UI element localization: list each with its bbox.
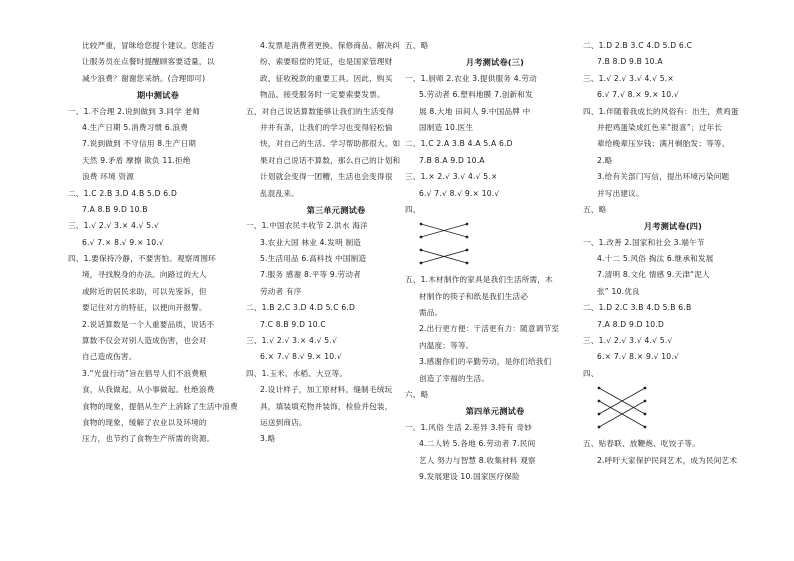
answer-line: 3.农业大国 林业 4.发明 制造 bbox=[260, 237, 362, 247]
answer-line: 展 8.大地 田间人 9.中国品牌 中 bbox=[419, 106, 531, 116]
answer-line: 一、1.不合理 2.说到做到 3.同学 老师 bbox=[68, 106, 201, 116]
answer-line: 一、1.中国农民丰收节 2.洪水 海洋 bbox=[246, 221, 368, 231]
answer-line: 需品。 bbox=[419, 308, 443, 318]
answer-line: 7.说到做到 不守信用 8.生产日期 bbox=[82, 139, 197, 149]
answer-line: 境，寻找脱身的办法。向路过的大人 bbox=[82, 270, 207, 280]
answer-line: 2.呼吁大家保护民间艺术，成为民间艺术 bbox=[597, 455, 738, 465]
answer-line: 3.感谢你们的辛勤劳动，是你们给我们 bbox=[419, 357, 552, 367]
answer-line: 井井有条，让我们的学习也变得轻松愉 bbox=[260, 122, 393, 132]
answer-line: 创造了幸福的生活。 bbox=[419, 373, 490, 383]
answer-line: 五、略 bbox=[405, 41, 429, 50]
answer-line: 比较严重，冒昧给您提个建议。您能否 bbox=[82, 41, 215, 50]
answer-line: 五、对自己说话算数能够让我们的生活变得 bbox=[246, 106, 395, 116]
answer-line: 具，填装填充物并装饰，检验并包装， bbox=[260, 401, 393, 411]
answer-line: 三、1.√ 2.√ 3.√ 4.√ 5.× bbox=[583, 73, 674, 83]
answer-column-1 bbox=[68, 38, 248, 448]
answer-line: 一、1.厨师 2.农业 3.提供服务 4.劳动 bbox=[405, 73, 537, 83]
answer-line: 食物的现象，缓解了农业以及环境的 bbox=[82, 417, 207, 427]
answer-line: 三、1.√ 2.√ 3.× 4.√ 5.√ bbox=[246, 336, 337, 346]
section-heading: 月考测试卷(四) bbox=[643, 221, 703, 232]
answer-line: 二、1.C 2.B 3.D 4.B 5.D 6.D bbox=[68, 188, 177, 198]
answer-line: 快，对自己的生活、学习帮助都很大。如 bbox=[260, 139, 401, 149]
answer-line: 艺人 努力与智慧 8.收集材料 观察 bbox=[419, 455, 536, 465]
section-heading: 第三单元测试卷 bbox=[306, 204, 366, 215]
answer-line: 4.十二 5.风俗 掏汰 6.继承和发展 bbox=[597, 254, 714, 264]
answer-line: 7.B 8.A 9.D 10.A bbox=[419, 155, 485, 165]
answer-line: 6.√ 7.× 8.√ 9.× 10.√ bbox=[82, 237, 164, 247]
answer-line: 六、略 bbox=[405, 390, 429, 400]
answer-line: 果对自己说话不算数，那么自己的计划和 bbox=[260, 155, 401, 165]
answer-line: 国制造 10.医生 bbox=[419, 122, 474, 132]
answer-line: 三、1.√ 2.√ 3.√ 4.√ 5.√ bbox=[583, 336, 673, 346]
answer-line: 7.清明 8.文化 情感 9.天津“泥人 bbox=[597, 270, 710, 280]
answer-line: 三、1.× 2.√ 3.√ 4.√ 5.× bbox=[405, 172, 498, 182]
answer-line: 辈给晚辈压岁钱；满月剃胎发；等等。 bbox=[597, 139, 730, 149]
answer-line: 2.说话算数是一个人重要品质，说话不 bbox=[82, 319, 215, 329]
answer-line: 6.√ 7.√ 8.× 9.× 10.√ bbox=[597, 90, 679, 100]
answer-line: 2.出行更方便：干活更有力：随意调节室 bbox=[419, 324, 560, 334]
answer-column-4 bbox=[583, 38, 763, 469]
answer-line: 二、1.D 2.B 3.C 4.D 5.D 6.C bbox=[583, 41, 693, 50]
answer-line: 让服务员在点餐时提醒顾客要适量，以 bbox=[82, 57, 215, 67]
answer-line: 一、1.改善 2.国家和社会 3.端午节 bbox=[583, 237, 705, 247]
answer-line: 四、1.要保持冷静，不要害怕。观察周围环 bbox=[68, 254, 216, 264]
answer-line: 减少浪费？谢谢您采纳。(合理即可) bbox=[82, 73, 206, 83]
answer-column-2 bbox=[246, 38, 426, 448]
answer-line: 政、征收税款的重要工具。因此，购买 bbox=[260, 73, 393, 83]
answer-line: 四、 bbox=[405, 204, 421, 214]
answer-line: 自己造成伤害。 bbox=[82, 352, 137, 362]
answer-line: 7.B 8.D 9.B 10.A bbox=[597, 57, 663, 67]
answer-line: 一、1.风俗 生活 2.差异 3.特有 奇妙 bbox=[405, 422, 532, 432]
section-heading: 第四单元测试卷 bbox=[465, 406, 525, 417]
answer-line: 5.劳动者 6.塑料地膜 7.创新和发 bbox=[419, 90, 533, 100]
answer-line: 7.服务 感谢 8.平等 9.劳动者 bbox=[260, 270, 361, 280]
answer-line: 并写出建议。 bbox=[597, 188, 644, 198]
answer-line: 乱混乱来。 bbox=[260, 188, 299, 198]
answer-line: 三、1.√ 2.√ 3.× 4.√ 5.√ bbox=[68, 221, 159, 231]
answer-line: 7.A 8.B 9.D 10.B bbox=[82, 204, 148, 214]
answer-line: 二、1.D 2.C 3.B 4.D 5.B 6.B bbox=[583, 303, 692, 313]
answer-column-3 bbox=[405, 38, 585, 485]
answer-line: 4.生产日期 5.消费习惯 6.浪费 bbox=[82, 122, 189, 132]
answer-line: 或附近的居民求助，可以先鉴诉，但 bbox=[82, 286, 207, 296]
answer-line: 材制作的筷子和纸是我们生活必 bbox=[419, 291, 529, 301]
answer-line: 算数不仅会对别人造成伤害，也会对 bbox=[82, 336, 207, 346]
matching-lines-diagram bbox=[595, 384, 649, 430]
answer-line: 压力，也节约了食物生产所需的资源。 bbox=[82, 434, 215, 444]
answer-line: 6.× 7.√ 8.√ 9.× 10.√ bbox=[260, 352, 342, 362]
answer-line: 物品、接受服务时一定要索要发票。 bbox=[260, 90, 385, 100]
answer-line: 5.生活用品 6.高科技 中国制造 bbox=[260, 254, 367, 264]
answer-line: 计划就会变得一团糟，生活也会变得很 bbox=[260, 172, 393, 182]
answer-line: 二、1.B 2.C 3.D 4.D 5.C 6.D bbox=[246, 303, 356, 313]
answer-line: 9.发展建设 10.国家医疗保险 bbox=[419, 471, 520, 481]
answer-line: 6.× 7.√ 8.× 9.√ 10.√ bbox=[597, 352, 679, 362]
section-heading: 月考测试卷(三) bbox=[465, 57, 525, 68]
answer-line: 四、 bbox=[583, 368, 599, 378]
answer-line: 7.A 8.D 9.D 10.D bbox=[597, 319, 664, 329]
answer-line: 二、1.C 2.A 3.B 4.A 5.A 6.D bbox=[405, 139, 513, 149]
answer-line: 张” 10.优良 bbox=[597, 286, 640, 296]
answer-line: 7.C 8.B 9.D 10.C bbox=[260, 319, 326, 329]
answer-line: 3.给有关部门写信，提出环境污染问题 bbox=[597, 172, 730, 182]
answer-line: 2.设计样子，加工原材料，缝制毛绒玩 bbox=[260, 385, 393, 395]
answer-line: 要记住对方的特征，以便向开报警。 bbox=[82, 303, 207, 313]
answer-line: 3.“光盘行动”旨在倡导人们不浪费粮 bbox=[82, 368, 208, 378]
answer-line: 食物的现象，提倡从生产上消除了生活中浪费 bbox=[82, 401, 238, 411]
answer-line: 五、略 bbox=[583, 204, 607, 214]
answer-line: 2.略 bbox=[597, 155, 613, 165]
answer-line: 4.二人转 5.各地 6.劳动者 7.民间 bbox=[419, 439, 536, 449]
answer-line: 3.略 bbox=[260, 434, 276, 444]
answer-line: 食，从我做起，从小事做起。杜绝浪费 bbox=[82, 385, 215, 395]
answer-line: 并把鸡蛋染成红色来“报喜”；过年长 bbox=[597, 122, 723, 132]
answer-line: 劳动者 有序 bbox=[260, 286, 302, 296]
answer-line: 天然 9.矛盾 摩擦 欺负 11.拒绝 bbox=[82, 155, 191, 165]
answer-line: 五、1.木材制作的家具是我们生活所需，木 bbox=[405, 275, 553, 285]
answer-line: 纷、索要赔偿的凭证，也是国家管理财 bbox=[260, 57, 393, 67]
answer-line: 四、1.伴随着我成长的风俗有：出生，煮鸡蛋 bbox=[583, 106, 739, 116]
answer-line: 浪费 环境 资源 bbox=[82, 172, 134, 182]
section-heading: 期中测试卷 bbox=[137, 90, 179, 101]
answer-line: 6.√ 7.√ 8.√ 9.× 10.√ bbox=[419, 188, 500, 198]
answer-line: 四、1.玉米、水稻、大豆等。 bbox=[246, 368, 348, 378]
answer-line: 运送到商店。 bbox=[260, 417, 307, 427]
answer-line: 内温度；等等。 bbox=[419, 340, 474, 350]
matching-lines-diagram bbox=[417, 220, 471, 266]
answer-line: 五、贴春联、放鞭炮、吃饺子等。 bbox=[583, 439, 700, 449]
answer-line: 4.发票是消费者更换、保修商品、解决纠 bbox=[260, 41, 401, 50]
